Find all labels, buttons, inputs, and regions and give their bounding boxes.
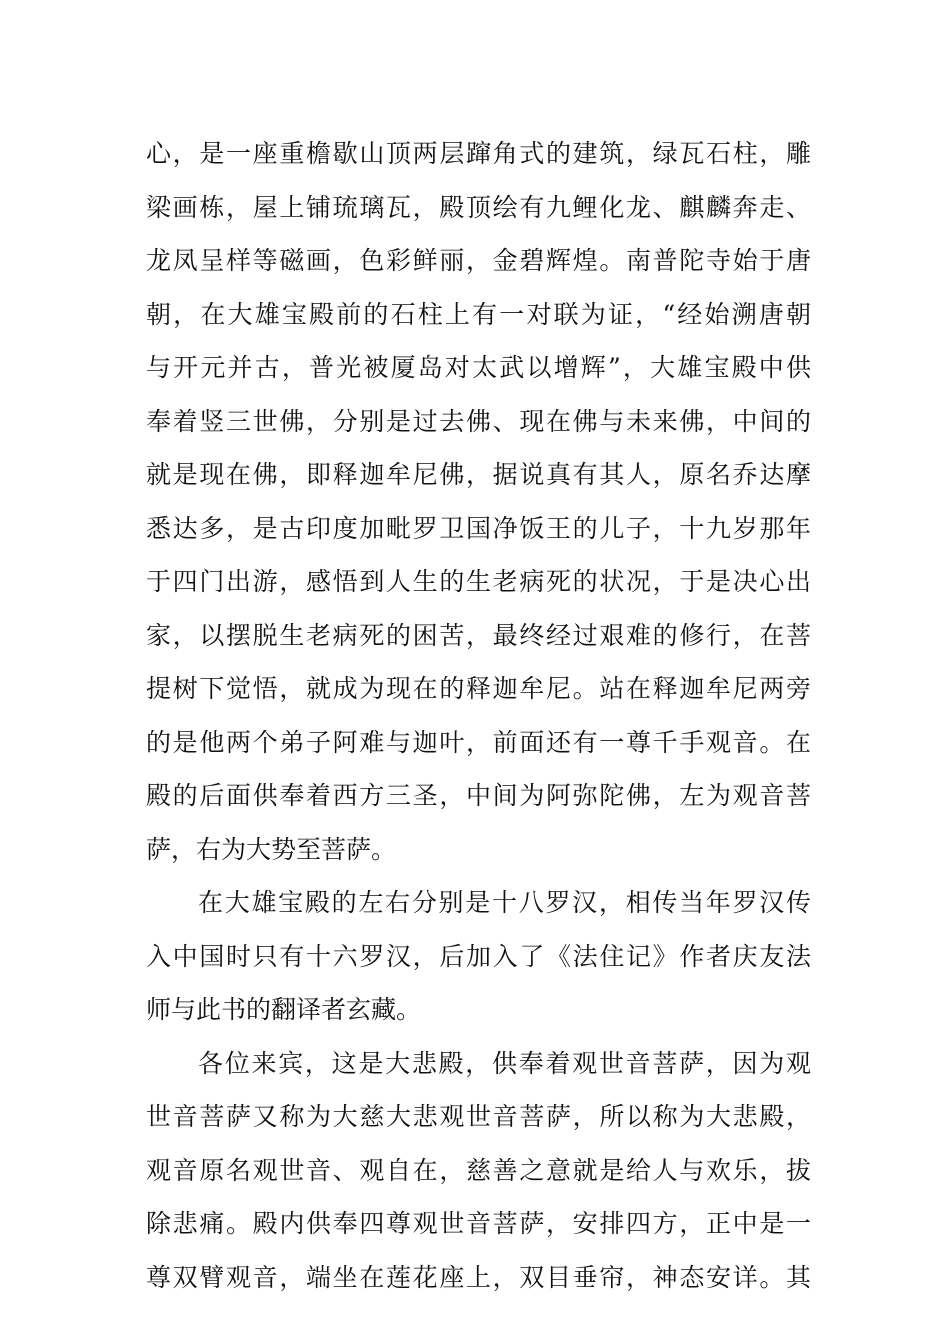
paragraph-3-line-2: 世音菩萨又称为大慈大悲观世音菩萨，所以称为大悲殿， [146, 1102, 811, 1131]
paragraph-3-line-1: 各位来宾，这是大悲殿，供奉着观世音菩萨，因为观 [198, 1048, 811, 1078]
paragraph-1-line-14: 萨，右为大势至菩萨。 [146, 834, 397, 864]
paragraph-1-line-6: 奉着竖三世佛，分别是过去佛、现在佛与未来佛，中间的 [146, 406, 811, 436]
paragraph-3-line-3: 观音原名观世音、观自在，慈善之意就是给人与欢乐，拔 [146, 1155, 811, 1185]
paragraph-2-line-2: 入中国时只有十六罗汉，后加入了《法住记》作者庆友法 [146, 941, 811, 971]
paragraph-1-line-5: 与开元并古，普光被厦岛对太武以增辉”，大雄宝殿中供 [146, 353, 811, 382]
paragraph-1-line-1: 心，是一座重檐歇山顶两层蹿角式的建筑，绿瓦石柱，雕 [146, 139, 811, 168]
paragraph-1-line-2: 梁画栋，屋上铺琉璃瓦，殿顶绘有九鲤化龙、麒麟奔走、 [146, 192, 811, 222]
paragraph-3-line-5: 尊双臂观音，端坐在莲花座上，双目垂帘，神态安详。其 [146, 1262, 811, 1292]
paragraph-1-line-11: 提树下觉悟，就成为现在的释迦牟尼。站在释迦牟尼两旁 [146, 674, 811, 703]
paragraph-1-line-10: 家，以摆脱生老病死的困苦，最终经过艰难的修行，在菩 [146, 620, 811, 650]
paragraph-2-line-3: 师与此书的翻译者玄藏。 [146, 995, 422, 1024]
paragraph-1-line-13: 殿的后面供奉着西方三圣，中间为阿弥陀佛，左为观音菩 [146, 781, 811, 810]
paragraph-2-line-1: 在大雄宝殿的左右分别是十八罗汉，相传当年罗汉传 [198, 888, 811, 917]
paragraph-1-line-3: 龙凤呈样等磁画，色彩鲜丽，金碧辉煌。南普陀寺始于唐 [146, 246, 811, 275]
body-text [146, 127, 811, 1304]
paragraph-1-line-4: 朝，在大雄宝殿前的石柱上有一对联为证，“经始溯唐朝 [146, 299, 811, 329]
paragraph-1-line-12: 的是他两个弟子阿难与迦叶，前面还有一尊千手观音。在 [146, 727, 811, 757]
paragraph-1-line-8: 悉达多，是古印度加毗罗卫国净饭王的儿子，十九岁那年 [146, 513, 811, 543]
paragraph-1-line-9: 于四门出游，感悟到人生的生老病死的状况，于是决心出 [146, 567, 811, 596]
paragraph-1-line-7: 就是现在佛，即释迦牟尼佛，据说真有其人，原名乔达摩 [146, 460, 811, 489]
paragraph-3-line-4: 除悲痛。殿内供奉四尊观世音菩萨，安排四方，正中是一 [146, 1209, 811, 1238]
